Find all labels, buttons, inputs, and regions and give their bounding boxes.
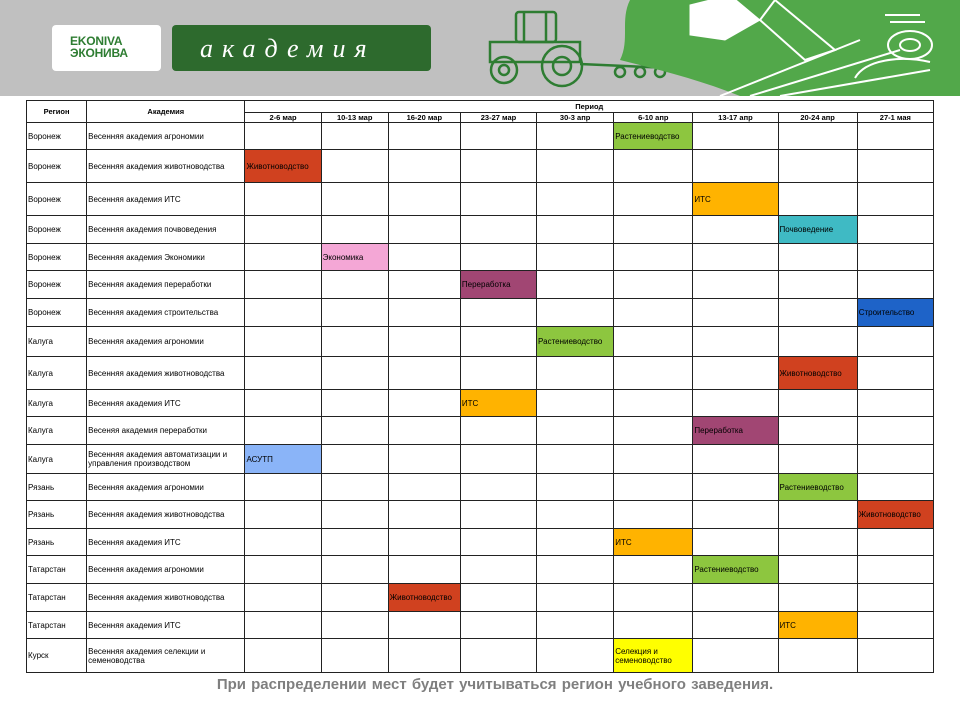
- empty-cell: [245, 271, 321, 299]
- academy-cell: Весенняя академия агрономии: [87, 123, 245, 150]
- empty-cell: [693, 501, 778, 529]
- table-row: [27, 123, 934, 150]
- region-cell: Калуга: [27, 417, 87, 445]
- empty-cell: [778, 299, 857, 327]
- empty-cell: [614, 357, 693, 390]
- empty-cell: [245, 474, 321, 501]
- empty-cell: [460, 584, 536, 612]
- empty-cell: [321, 299, 388, 327]
- empty-cell: [857, 390, 933, 417]
- region-cell: Калуга: [27, 357, 87, 390]
- empty-cell: [245, 501, 321, 529]
- session-label: ИТС: [615, 537, 632, 547]
- empty-cell: [537, 216, 614, 244]
- empty-cell: [460, 639, 536, 673]
- empty-cell: [321, 556, 388, 584]
- empty-cell: [460, 150, 536, 183]
- empty-cell: [778, 123, 857, 150]
- empty-cell: [460, 357, 536, 390]
- session-label: Растениеводство: [538, 337, 603, 346]
- empty-cell: [460, 327, 536, 357]
- session-cell: [245, 445, 321, 474]
- empty-cell: [857, 327, 933, 357]
- empty-cell: [693, 150, 778, 183]
- empty-cell: [245, 390, 321, 417]
- table-row: [27, 327, 934, 357]
- empty-cell: [245, 299, 321, 327]
- empty-cell: [693, 244, 778, 271]
- empty-cell: [537, 474, 614, 501]
- empty-cell: [321, 417, 388, 445]
- session-cell: [693, 417, 778, 445]
- empty-cell: [778, 417, 857, 445]
- session-label: Животноводство: [389, 593, 452, 602]
- empty-cell: [614, 299, 693, 327]
- session-cell: [245, 150, 321, 183]
- empty-cell: [388, 244, 460, 271]
- table-row: [27, 271, 934, 299]
- empty-cell: [537, 244, 614, 271]
- empty-cell: [778, 529, 857, 556]
- empty-cell: [614, 216, 693, 244]
- period-header: 2-6 мар: [245, 113, 321, 123]
- region-cell: Воронеж: [27, 216, 87, 244]
- empty-cell: [321, 612, 388, 639]
- empty-cell: [388, 474, 460, 501]
- session-label: ИТС: [461, 398, 479, 408]
- academy-cell: Весенняя академия животноводства: [87, 357, 245, 390]
- table-row: [27, 501, 934, 529]
- empty-cell: [388, 271, 460, 299]
- empty-cell: [321, 327, 388, 357]
- empty-cell: [537, 501, 614, 529]
- session-label: Животноводство: [246, 161, 309, 171]
- empty-cell: [693, 216, 778, 244]
- session-label: Переработка: [694, 426, 743, 435]
- session-cell: [614, 639, 693, 673]
- region-cell: Калуга: [27, 390, 87, 417]
- empty-cell: [614, 474, 693, 501]
- empty-cell: [460, 556, 536, 584]
- session-label: Растениеводство: [779, 482, 844, 492]
- empty-cell: [857, 612, 933, 639]
- period-header: 6-10 апр: [614, 113, 693, 123]
- session-cell: [388, 584, 460, 612]
- empty-cell: [614, 390, 693, 417]
- academy-cell: Весенняя академия Экономики: [87, 244, 245, 271]
- region-cell: Воронеж: [27, 150, 87, 183]
- session-label: Строительство: [858, 308, 915, 317]
- academy-cell: Весенняя академия автоматизации и управления производством: [87, 445, 245, 474]
- empty-cell: [537, 639, 614, 673]
- schedule-table: [26, 100, 934, 673]
- empty-cell: [693, 357, 778, 390]
- empty-cell: [693, 612, 778, 639]
- empty-cell: [857, 123, 933, 150]
- empty-cell: [857, 150, 933, 183]
- empty-cell: [388, 445, 460, 474]
- session-cell: [857, 501, 933, 529]
- empty-cell: [778, 150, 857, 183]
- table-row: [27, 390, 934, 417]
- academy-cell: Весенняя академия строительства: [87, 299, 245, 327]
- session-cell: [778, 474, 857, 501]
- empty-cell: [460, 612, 536, 639]
- table-row: [27, 445, 934, 474]
- header-academy: Академия: [87, 101, 245, 123]
- session-cell: [321, 244, 388, 271]
- logo-line-latin: EKONIVA: [70, 34, 123, 48]
- region-cell: Татарстан: [27, 612, 87, 639]
- region-cell: Воронеж: [27, 123, 87, 150]
- empty-cell: [321, 474, 388, 501]
- empty-cell: [537, 529, 614, 556]
- empty-cell: [537, 183, 614, 216]
- empty-cell: [778, 584, 857, 612]
- empty-cell: [537, 357, 614, 390]
- period-header: 13-17 апр: [693, 113, 778, 123]
- session-cell: [778, 216, 857, 244]
- period-header: 10-13 мар: [321, 113, 388, 123]
- session-label: ИТС: [694, 194, 711, 204]
- empty-cell: [537, 390, 614, 417]
- empty-cell: [857, 474, 933, 501]
- empty-cell: [857, 244, 933, 271]
- empty-cell: [460, 445, 536, 474]
- table-row: [27, 244, 934, 271]
- academy-cell: Весенняя академия животноводства: [87, 150, 245, 183]
- table-row: [27, 216, 934, 244]
- empty-cell: [778, 445, 857, 474]
- footer-note: При распределении мест будет учитываться регион учебного заведения.: [216, 676, 774, 693]
- period-header: 30-3 апр: [537, 113, 614, 123]
- academy-title: академия: [200, 34, 376, 63]
- session-label: ИТС: [779, 620, 796, 630]
- empty-cell: [388, 216, 460, 244]
- academy-cell: Весенняя академия животноводства: [87, 584, 245, 612]
- empty-cell: [537, 612, 614, 639]
- ekoniva-logo: [52, 25, 161, 71]
- table-row: [27, 357, 934, 390]
- empty-cell: [857, 216, 933, 244]
- region-cell: Татарстан: [27, 584, 87, 612]
- academy-cell: Весенняя академия животноводства: [87, 501, 245, 529]
- empty-cell: [537, 584, 614, 612]
- empty-cell: [778, 501, 857, 529]
- empty-cell: [460, 529, 536, 556]
- region-cell: Курск: [27, 639, 87, 673]
- empty-cell: [778, 183, 857, 216]
- empty-cell: [388, 417, 460, 445]
- empty-cell: [693, 529, 778, 556]
- empty-cell: [460, 501, 536, 529]
- session-label: Экономика: [322, 252, 364, 262]
- session-cell: [614, 529, 693, 556]
- empty-cell: [778, 271, 857, 299]
- period-header: 16-20 мар: [388, 113, 460, 123]
- empty-cell: [388, 123, 460, 150]
- empty-cell: [245, 556, 321, 584]
- empty-cell: [321, 501, 388, 529]
- header-period: Период: [245, 101, 934, 113]
- empty-cell: [857, 271, 933, 299]
- academy-cell: Весенняя академия ИТС: [87, 183, 245, 216]
- empty-cell: [388, 327, 460, 357]
- table-row: [27, 612, 934, 639]
- period-header: 27-1 мая: [857, 113, 933, 123]
- empty-cell: [614, 271, 693, 299]
- empty-cell: [245, 639, 321, 673]
- empty-cell: [614, 244, 693, 271]
- empty-cell: [321, 150, 388, 183]
- empty-cell: [321, 584, 388, 612]
- session-label: Почвоведение: [779, 225, 834, 234]
- table-row: [27, 183, 934, 216]
- session-label: Переработка: [461, 280, 511, 289]
- session-cell: [537, 327, 614, 357]
- empty-cell: [321, 390, 388, 417]
- empty-cell: [460, 299, 536, 327]
- empty-cell: [245, 327, 321, 357]
- empty-cell: [857, 357, 933, 390]
- table-row: [27, 556, 934, 584]
- empty-cell: [537, 417, 614, 445]
- session-cell: [778, 357, 857, 390]
- session-label: Животноводство: [858, 510, 921, 519]
- empty-cell: [857, 417, 933, 445]
- academy-cell: Весенняя академия селекции и семеноводства: [87, 639, 245, 673]
- empty-cell: [857, 445, 933, 474]
- empty-cell: [857, 556, 933, 584]
- empty-cell: [614, 556, 693, 584]
- period-header: 20-24 апр: [778, 113, 857, 123]
- empty-cell: [388, 183, 460, 216]
- empty-cell: [778, 639, 857, 673]
- region-cell: Рязань: [27, 501, 87, 529]
- academy-cell: Весенняя академия агрономии: [87, 556, 245, 584]
- empty-cell: [388, 299, 460, 327]
- academy-logo: [172, 25, 431, 71]
- table-row: [27, 639, 934, 673]
- empty-cell: [857, 584, 933, 612]
- period-header: 23-27 мар: [460, 113, 536, 123]
- empty-cell: [614, 327, 693, 357]
- empty-cell: [245, 417, 321, 445]
- table-row: [27, 529, 934, 556]
- empty-cell: [388, 556, 460, 584]
- empty-cell: [245, 183, 321, 216]
- empty-cell: [693, 271, 778, 299]
- empty-cell: [460, 474, 536, 501]
- region-cell: Воронеж: [27, 271, 87, 299]
- empty-cell: [778, 327, 857, 357]
- empty-cell: [460, 216, 536, 244]
- empty-cell: [778, 390, 857, 417]
- empty-cell: [388, 501, 460, 529]
- session-label: АСУТП: [246, 454, 273, 464]
- academy-cell: Весенняя академия агрономии: [87, 327, 245, 357]
- schedule-table-wrapper: [26, 100, 934, 673]
- empty-cell: [245, 216, 321, 244]
- empty-cell: [245, 244, 321, 271]
- empty-cell: [693, 445, 778, 474]
- empty-cell: [321, 123, 388, 150]
- farm-illustration: [600, 0, 960, 96]
- header-region: Регион: [27, 101, 87, 123]
- empty-cell: [321, 445, 388, 474]
- empty-cell: [693, 390, 778, 417]
- region-cell: Воронеж: [27, 244, 87, 271]
- empty-cell: [321, 216, 388, 244]
- empty-cell: [388, 529, 460, 556]
- empty-cell: [537, 150, 614, 183]
- empty-cell: [857, 529, 933, 556]
- region-cell: Татарстан: [27, 556, 87, 584]
- empty-cell: [537, 445, 614, 474]
- empty-cell: [460, 244, 536, 271]
- empty-cell: [693, 639, 778, 673]
- academy-cell: Весеняя академия переработки: [87, 417, 245, 445]
- empty-cell: [857, 183, 933, 216]
- academy-cell: Весенняя академия ИТС: [87, 390, 245, 417]
- empty-cell: [321, 529, 388, 556]
- session-label: Животноводство: [779, 368, 842, 378]
- empty-cell: [614, 612, 693, 639]
- academy-cell: Весенняя академия переработки: [87, 271, 245, 299]
- session-cell: [460, 390, 536, 417]
- empty-cell: [537, 556, 614, 584]
- empty-cell: [321, 639, 388, 673]
- region-cell: Рязань: [27, 474, 87, 501]
- header-banner: [0, 0, 960, 96]
- empty-cell: [388, 150, 460, 183]
- session-cell: [693, 556, 778, 584]
- empty-cell: [614, 183, 693, 216]
- session-label: Растениеводство: [694, 565, 759, 574]
- empty-cell: [388, 639, 460, 673]
- empty-cell: [321, 183, 388, 216]
- empty-cell: [614, 584, 693, 612]
- empty-cell: [614, 417, 693, 445]
- session-label: Растениеводство: [615, 131, 680, 141]
- empty-cell: [693, 123, 778, 150]
- empty-cell: [537, 299, 614, 327]
- empty-cell: [388, 357, 460, 390]
- region-cell: Воронеж: [27, 299, 87, 327]
- empty-cell: [614, 445, 693, 474]
- region-cell: Воронеж: [27, 183, 87, 216]
- empty-cell: [537, 271, 614, 299]
- region-cell: Рязань: [27, 529, 87, 556]
- region-cell: Калуга: [27, 445, 87, 474]
- empty-cell: [537, 123, 614, 150]
- table-row: [27, 584, 934, 612]
- empty-cell: [245, 584, 321, 612]
- empty-cell: [321, 357, 388, 390]
- session-cell: [693, 183, 778, 216]
- academy-cell: Весенняя академия агрономии: [87, 474, 245, 501]
- session-cell: [778, 612, 857, 639]
- empty-cell: [778, 244, 857, 271]
- academy-cell: Весенняя академия ИТС: [87, 612, 245, 639]
- schedule-body: [27, 123, 934, 673]
- logo-line-cyrillic: ЭКОНИВА: [70, 46, 128, 60]
- session-cell: [460, 271, 536, 299]
- academy-cell: Весенняя академия почвоведения: [87, 216, 245, 244]
- empty-cell: [460, 123, 536, 150]
- empty-cell: [693, 327, 778, 357]
- empty-cell: [693, 474, 778, 501]
- empty-cell: [321, 271, 388, 299]
- empty-cell: [388, 612, 460, 639]
- empty-cell: [388, 390, 460, 417]
- table-row: [27, 150, 934, 183]
- empty-cell: [693, 299, 778, 327]
- empty-cell: [614, 150, 693, 183]
- empty-cell: [857, 639, 933, 673]
- empty-cell: [460, 183, 536, 216]
- session-cell: [614, 123, 693, 150]
- academy-cell: Весенняя академия ИТС: [87, 529, 245, 556]
- empty-cell: [245, 612, 321, 639]
- empty-cell: [245, 357, 321, 390]
- empty-cell: [245, 123, 321, 150]
- table-row: [27, 299, 934, 327]
- empty-cell: [614, 501, 693, 529]
- empty-cell: [693, 584, 778, 612]
- empty-cell: [778, 556, 857, 584]
- region-cell: Калуга: [27, 327, 87, 357]
- empty-cell: [460, 417, 536, 445]
- empty-cell: [245, 529, 321, 556]
- table-row: [27, 417, 934, 445]
- table-row: [27, 474, 934, 501]
- session-cell: [857, 299, 933, 327]
- session-label: Селекция и семеноводство: [615, 646, 672, 665]
